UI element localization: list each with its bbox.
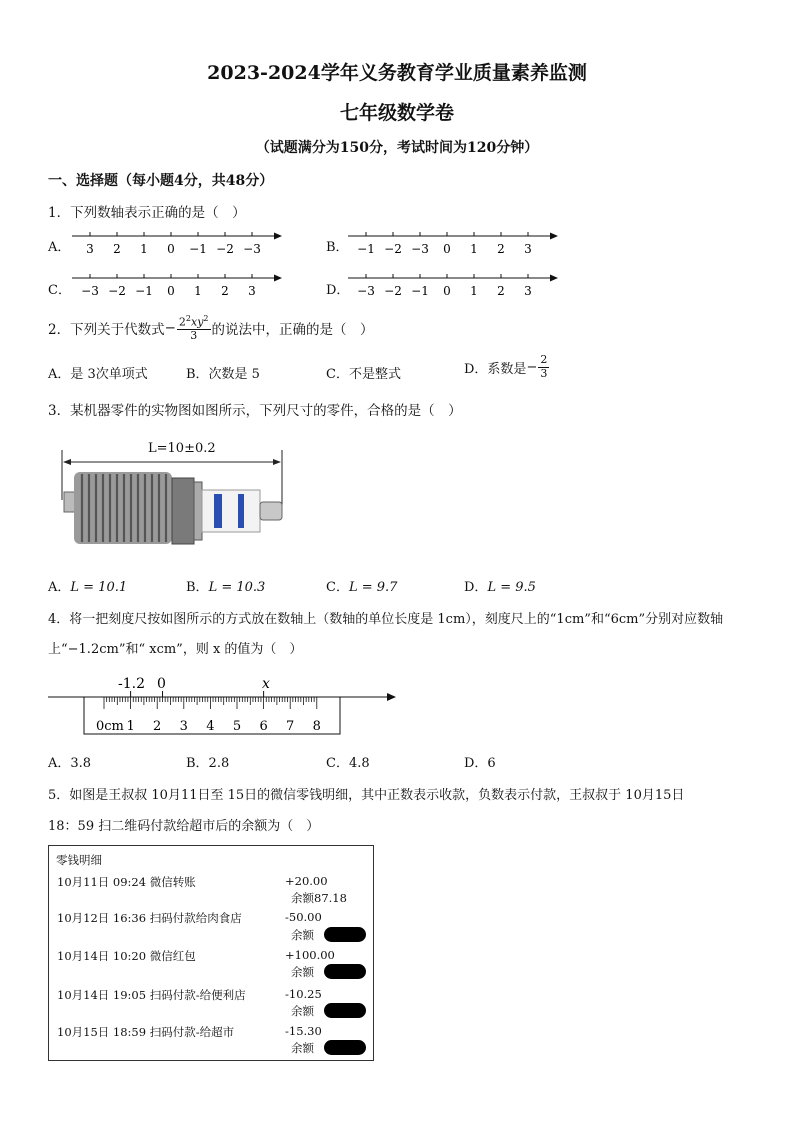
spark-plug-figure [56,430,292,560]
axis-tick-label: 0 [443,242,451,256]
q3-option-b-label: B． [186,580,209,595]
q3-option-a [48,576,127,595]
axis-label-zero: 0 [157,676,166,692]
q1-label-a: A． [48,240,71,255]
exam-note: （试题满分为150分，考试时间为120分钟） [255,140,539,156]
ruler-label: 3 [179,719,188,734]
q4-option-a: A．3.8 [48,756,92,771]
q5-line2: 18：59 扫二维码付款给超市后的余额为（ ） [48,819,320,834]
q3-option-c-label: C． [326,580,349,595]
axis-tick-label: 3 [86,242,94,256]
q5-line1: 5．如图是王叔叔 10月11日至 15日的微信零钱明细，其中正数表示收款，负数表示付款，王叔叔于 10月15日 [48,788,685,803]
q2-frac-denominator: 3 [190,329,198,343]
ledger-row-amount: -15.30 [285,1024,322,1038]
ruler-label: 1 [126,719,135,734]
q3-option-b-value: L = 10.3 [208,580,266,595]
q4-option-b: B．2.8 [186,756,230,771]
axis-tick-label: 3 [248,284,256,298]
axis-tick-label: −1 [411,284,429,298]
q2-stem-pre: 2．下列关于代数式 [48,322,165,339]
axis-tick-label: 1 [140,242,148,256]
ruler-label: 2 [153,719,162,734]
q2-option-d-fraction [538,354,549,380]
q4-option-d: D．6 [464,756,496,771]
q2-option-d-label: D．系数是 [464,361,527,377]
ruler-label: 7 [286,719,295,734]
axis-tick-label: −3 [243,242,261,256]
ledger-row-desc: 10月14日 10:20 微信红包 [57,949,196,963]
ledger-row-balance: 余额 [291,965,314,979]
axis-tick-label: 2 [113,242,121,256]
axis-tick-label: −1 [135,284,153,298]
ruler-figure [46,672,402,742]
q4-line1: 4．将一把刻度尺按如图所示的方式放在数轴上（数轴的单位长度是 1cm），刻度尺上的“1cm”和“6cm”分别对应数轴 [48,612,724,627]
balance-redaction [324,1003,366,1018]
q1-stem: 1．下列数轴表示正确的是（ ） [48,205,246,221]
axis-tick-label: 3 [524,284,532,298]
axis-tick-label: −2 [108,284,126,298]
exam-title: 2023-2024学年义务教育学业质量素养监测 [207,62,587,84]
q2-option-d-minus: − [526,359,538,375]
q4-line2: 上“−1.2cm”和“ xcm”，则 x 的值为（ ） [48,642,303,657]
axis-tick-label: −2 [384,284,402,298]
ruler-label: 5 [232,719,242,734]
q1-label-c: C． [48,283,71,298]
ledger-row-amount: -10.25 [285,987,322,1001]
q2-option-d-num: 2 [540,353,548,366]
q3-option-a-label: A． [48,580,71,595]
q2-frac-numerator [177,314,211,330]
ruler-label: 4 [206,719,215,734]
q2-num-exp: 2 [185,314,191,323]
q3-option-d-label: D． [464,580,488,595]
axis-tick-label: 1 [194,284,202,298]
q1-axis-b [346,226,561,260]
q1-axis-c [70,268,285,302]
q1-label-b: B． [326,240,349,255]
axis-tick-label: −2 [384,242,402,256]
q4-option-c: C．4.8 [326,756,370,771]
q2-option-b: B．次数是 5 [186,367,260,382]
q2-num-var-exp: 2 [203,314,209,323]
ledger-row-desc: 10月12日 16:36 扫码付款给肉食店 [57,911,242,925]
q3-option-d [464,576,536,595]
ruler-label: 6 [259,719,268,734]
q2-stem-post: 的说法中，正确的是（ ） [211,322,374,339]
balance-redaction [324,964,366,979]
axis-tick-label: −3 [357,284,375,298]
q2-option-a: A．是 3次单项式 [48,367,148,382]
ledger-row-balance: 余额 [291,928,314,942]
ledger-row-balance: 余额 [291,1004,314,1018]
axis-tick-label: −1 [189,242,207,256]
q2-num-var: xy [191,315,204,329]
q2-minus: − [164,320,176,337]
q2-num-base: 2 [178,315,186,329]
axis-tick-label: −3 [411,242,429,256]
ruler-label: 0cm [96,719,124,734]
axis-tick-label: 2 [497,242,505,256]
ledger-row-amount: +20.00 [285,874,328,888]
balance-redaction [324,1040,366,1055]
axis-label-neg1.2: -1.2 [118,676,145,692]
axis-tick-label: −3 [81,284,99,298]
axis-tick-label: 2 [497,284,505,298]
ledger-row-balance: 余额 [291,1041,314,1055]
axis-tick-label: 1 [470,284,478,298]
wallet-ledger [48,845,374,1061]
q3-option-b [186,576,265,595]
dimension-label: L=10±0.2 [148,441,216,456]
axis-tick-label: 0 [443,284,451,298]
section-heading: 一、选择题（每小题4分，共48分） [48,173,274,189]
axis-tick-label: 0 [167,242,175,256]
exam-subtitle: 七年级数学卷 [339,102,454,124]
ledger-row-balance: 余额87.18 [291,891,347,905]
axis-tick-label: 2 [221,284,229,298]
axis-tick-label: 0 [167,284,175,298]
axis-tick-label: 1 [470,242,478,256]
q3-option-a-value: L = 10.1 [70,580,128,595]
ledger-row-amount: +100.00 [285,948,335,962]
q2-fraction [177,314,211,343]
q1-axis-d [346,268,561,302]
q3-option-d-value: L = 9.5 [487,580,536,595]
q3-option-c-value: L = 9.7 [348,580,398,595]
q1-label-d: D． [326,283,350,298]
ruler-label: 8 [312,719,321,734]
axis-tick-label: 3 [524,242,532,256]
balance-redaction [324,927,366,942]
ledger-row-desc: 10月14日 19:05 扫码付款-给便利店 [57,988,246,1002]
ledger-row-amount: -50.00 [285,910,322,924]
q1-axis-a [70,226,285,260]
axis-tick-label: −2 [216,242,234,256]
q3-option-c [326,576,397,595]
axis-label-x: x [262,676,270,692]
ledger-row-desc: 10月15日 18:59 扫码付款-给超市 [57,1025,235,1039]
axis-tick-label: −1 [357,242,375,256]
ledger-row-desc: 10月11日 09:24 微信转账 [57,875,196,889]
ledger-title: 零钱明细 [56,853,102,867]
q2-option-c: C．不是整式 [326,367,401,382]
q3-stem: 3．某机器零件的实物图如图所示，下列尺寸的零件，合格的是（ ） [48,403,462,419]
q2-stem [48,314,374,343]
q2-option-d [464,354,550,380]
q2-option-d-den: 3 [540,366,548,380]
